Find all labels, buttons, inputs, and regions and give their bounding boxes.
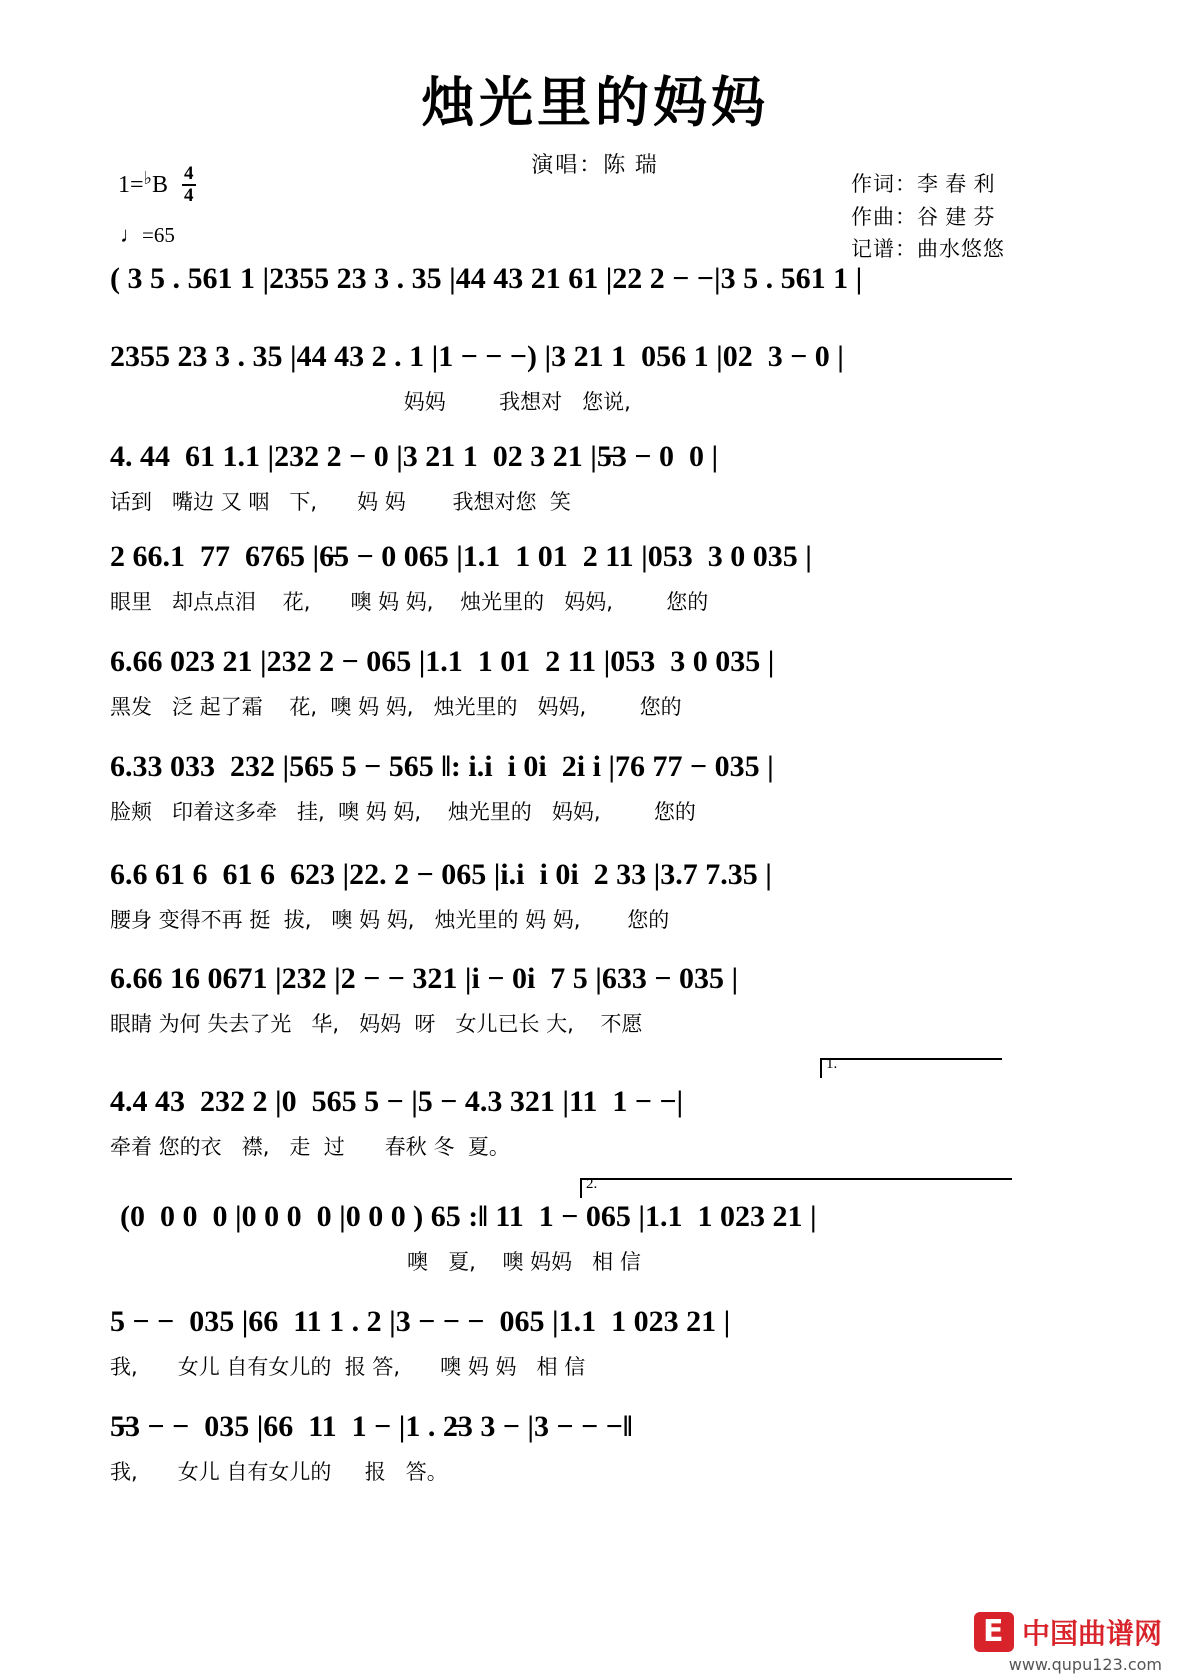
lyric-row: 噢 夏, 噢 妈妈 相 信 (120, 1250, 641, 1274)
first-ending-bracket (820, 1058, 1002, 1078)
composer-credit: 作曲：谷 建 芬 (851, 204, 996, 229)
site-name: 中国曲谱网 (1021, 1617, 1162, 1650)
site-watermark (974, 1612, 1162, 1674)
tempo-value: =65 (142, 223, 175, 247)
note-row: 4.4 43 232 2 |0 565 5 − |5 − 4.3 321 |11 1 − −| (110, 1085, 684, 1118)
first-ending-label: 1. (826, 1056, 838, 1072)
note-row: 5̶3 − − 035 |66 11 1 − |1 . 2̶3 3 − |3 − − −‖ (110, 1410, 633, 1443)
note-row: ( 3 5 . 561 1 |2355 23 3 . 35 |44 43 21 61 |22 2 − −|3 5 . 561 1 | (110, 262, 863, 295)
meter-numerator: 4 (184, 163, 194, 184)
lyric-row: 眼睛 为何 失去了光 华, 妈妈 呀 女儿已长 大, 不愿 (110, 1012, 643, 1036)
lyric-row: 我, 女儿 自有女儿的 报 答, 噢 妈 妈 相 信 (110, 1355, 586, 1379)
quarter-note-icon: ♩ (120, 222, 142, 247)
singer-credit: 演唱：陈 瑞 (531, 152, 659, 177)
note-row: 6.6 61 6 61 6 623 |22. 2 − 065 |i.i i 0i 2 33 |3.7 7.35 | (110, 858, 772, 891)
tempo-marking (120, 222, 175, 248)
note-row: 5 − − 035 |66 11 1 . 2 |3 − − − 065 |1.1 1 023 21 | (110, 1305, 731, 1338)
lyric-row: 妈妈 我想对 您说, (110, 390, 631, 414)
site-logo-icon (974, 1612, 1014, 1652)
lyric-row: 眼里 却点点泪 花, 噢 妈 妈, 烛光里的 妈妈, 您的 (110, 590, 709, 614)
key-signature (118, 168, 168, 199)
note-row: 4. 44 61 1.1 |232 2 − 0 |3 21 1 02 3 21 |5̶3 − 0 0 | (110, 440, 719, 473)
note-row: (0 0 0 0 |0 0 0 0 |0 0 0 ) 65 :‖ 11 1 − 065 |1.1 1 023 21 | (120, 1200, 817, 1233)
credits-block (851, 168, 1005, 266)
lyric-row: 腰身 变得不再 挺 拔, 噢 妈 妈, 烛光里的 妈 妈, 您的 (110, 908, 670, 932)
second-ending-label: 2. (586, 1176, 598, 1192)
note-row: 2 66.1 77 6765 |6̶5 − 0 065 |1.1 1 01 2 11 |053 3 0 035 | (110, 540, 812, 573)
flat-symbol: ♭ (143, 168, 153, 188)
transcriber-credit: 记谱：曲水悠悠 (851, 237, 1005, 262)
note-row: 2355 23 3 . 35 |44 43 2 . 1 |1 − − −) |3 21 1 056 1 |02 3 − 0 | (110, 340, 844, 373)
page-title: 烛光里的妈妈 (421, 71, 769, 134)
meter-denominator: 4 (184, 184, 194, 206)
second-ending-bracket (580, 1178, 1012, 1198)
lyric-row: 脸颊 印着这多牵 挂, 噢 妈 妈, 烛光里的 妈妈, 您的 (110, 800, 696, 824)
note-row: 6.33 033 232 |565 5 − 565 ‖: i.i i 0i 2i i |76 77 − 035 | (110, 750, 774, 783)
note-row: 6.66 023 21 |232 2 − 065 |1.1 1 01 2 11 |053 3 0 035 | (110, 645, 775, 678)
lyric-row: 我, 女儿 自有女儿的 报 答。 (110, 1460, 448, 1484)
lyricist-credit: 作词：李 春 利 (851, 172, 996, 196)
note-row: 6.66 16 0671 |232 |2 − − 321 |i − 0i 7 5 |633 − 035 | (110, 962, 739, 995)
key-label: 1= (118, 172, 144, 198)
lyric-row: 话到 嘴边 又 咽 下, 妈 妈 我想对您 笑 (110, 490, 571, 514)
lyric-row: 牵着 您的衣 襟, 走 过 春秋 冬 夏。 (110, 1135, 510, 1159)
lyric-row: 黑发 泛 起了霜 花, 噢 妈 妈, 烛光里的 妈妈, 您的 (110, 695, 682, 719)
site-url: www.qupu123.com (1008, 1655, 1162, 1674)
key-letter: B (152, 172, 169, 198)
time-signature (182, 164, 196, 206)
